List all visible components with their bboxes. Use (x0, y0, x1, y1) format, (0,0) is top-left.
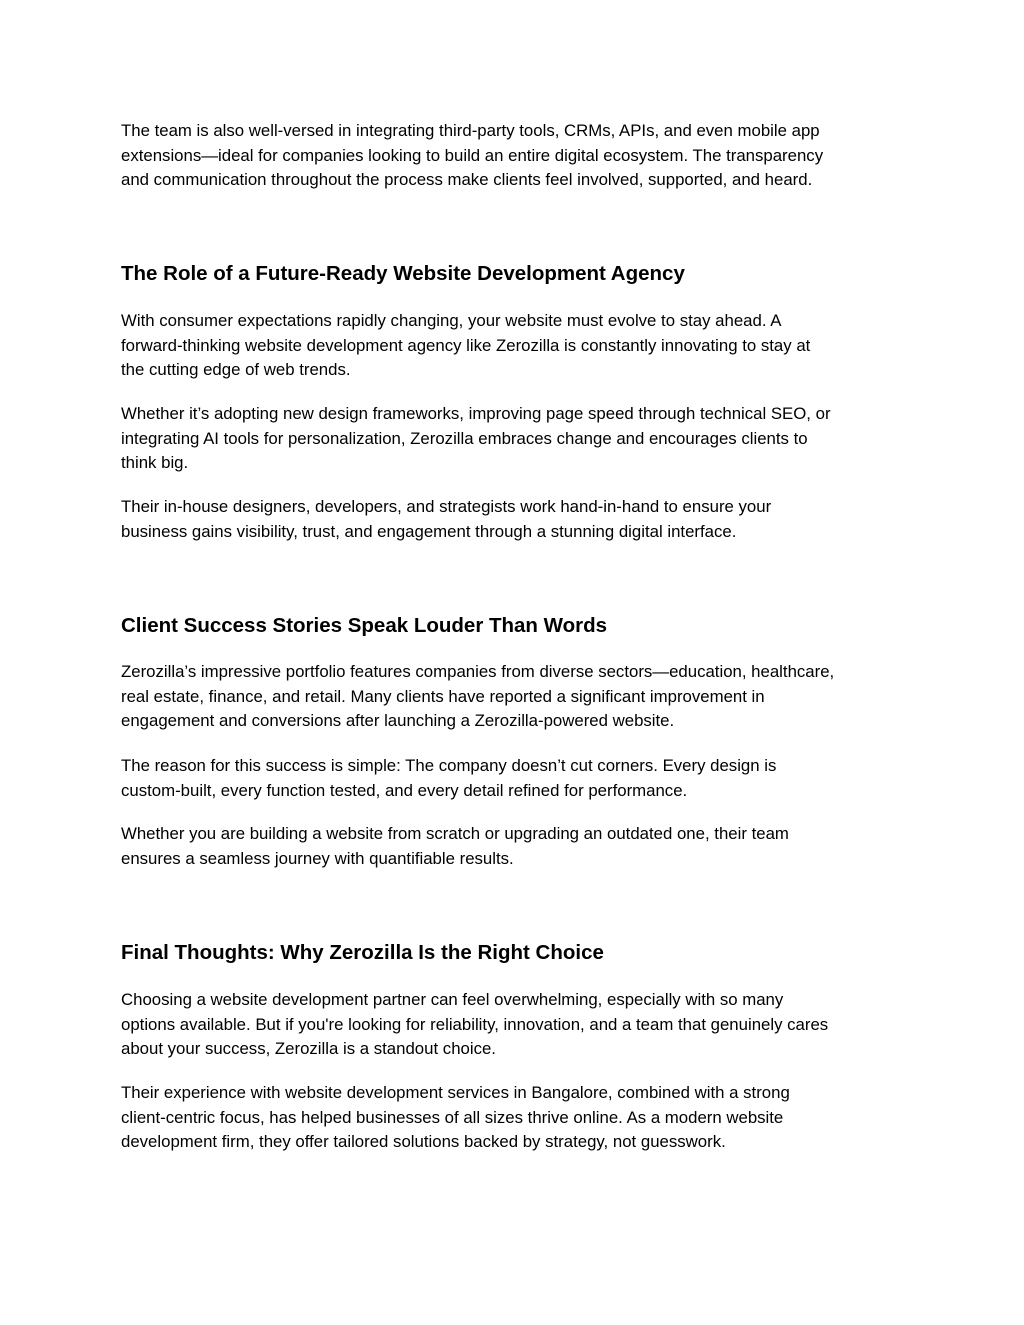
text-line: and communication throughout the process make clients feel involved, supported, and heard. (121, 170, 813, 189)
text-line: about your success, Zerozilla is a standout choice. (121, 1039, 496, 1058)
text-line: think big. (121, 453, 189, 472)
section3-paragraph-2 (121, 1081, 911, 1155)
text-line: Whether you are building a website from scratch or upgrading an outdated one, their team (121, 824, 789, 843)
text-line: Zerozilla’s impressive portfolio features companies from diverse sectors—education, healthcare, (121, 662, 835, 681)
text-line: ensures a seamless journey with quantifiable results. (121, 848, 514, 868)
section-heading-final-thoughts: Final Thoughts: Why Zerozilla Is the Right Choice (121, 941, 604, 964)
section-heading-client-success: Client Success Stories Speak Louder Than Words (121, 614, 608, 637)
text-line: forward-thinking website development agency like Zerozilla is constantly innovating to stay at (121, 335, 811, 355)
text-line: The reason for this success is simple: The company doesn’t cut corners. Every design is (121, 756, 777, 775)
text-line: the cutting edge of web trends. (121, 360, 351, 379)
section1-paragraph-1 (121, 309, 911, 383)
section1-paragraph-2 (121, 402, 911, 476)
text-line: Whether it’s adopting new design frameworks, improving page speed through technical SEO, or (121, 404, 831, 423)
section2-paragraph-1 (121, 660, 911, 734)
section-heading-future-ready-agency: The Role of a Future-Ready Website Development Agency (121, 262, 685, 285)
section1-paragraph-3 (121, 495, 911, 544)
text-line: With consumer expectations rapidly changing, your website must evolve to stay ahead. A (121, 311, 782, 330)
section2-paragraph-2 (121, 754, 911, 803)
section2-paragraph-3 (121, 822, 911, 871)
text-line: Their in-house designers, developers, and strategists work hand-in-hand to ensure your (121, 497, 772, 516)
intro-paragraph (121, 119, 911, 193)
text-line: options available. But if you're looking for reliability, innovation, and a team that genuinely cares (121, 1014, 829, 1034)
text-line: Their experience with website development services in Bangalore, combined with a strong (121, 1083, 790, 1102)
text-line: The team is also well-versed in integrating third-party tools, CRMs, APIs, and even mobile app (121, 121, 820, 140)
text-line: engagement and conversions after launching a Zerozilla-powered website. (121, 711, 675, 730)
text-line: development firm, they offer tailored solutions backed by strategy, not guesswork. (121, 1132, 726, 1151)
text-line: integrating AI tools for personalization, Zerozilla embraces change and encourages clients to (121, 428, 808, 448)
text-line: custom-built, every function tested, and every detail refined for performance. (121, 780, 688, 800)
text-line: business gains visibility, trust, and engagement through a stunning digital interface. (121, 521, 737, 541)
text-line: Choosing a website development partner can feel overwhelming, especially with so many (121, 990, 784, 1009)
section3-paragraph-1 (121, 988, 911, 1062)
text-line: extensions—ideal for companies looking to build an entire digital ecosystem. The transparency (121, 145, 824, 165)
text-line: client-centric focus, has helped businesses of all sizes thrive online. As a modern website (121, 1107, 784, 1127)
text-line: real estate, finance, and retail. Many clients have reported a significant improvement in (121, 686, 765, 706)
